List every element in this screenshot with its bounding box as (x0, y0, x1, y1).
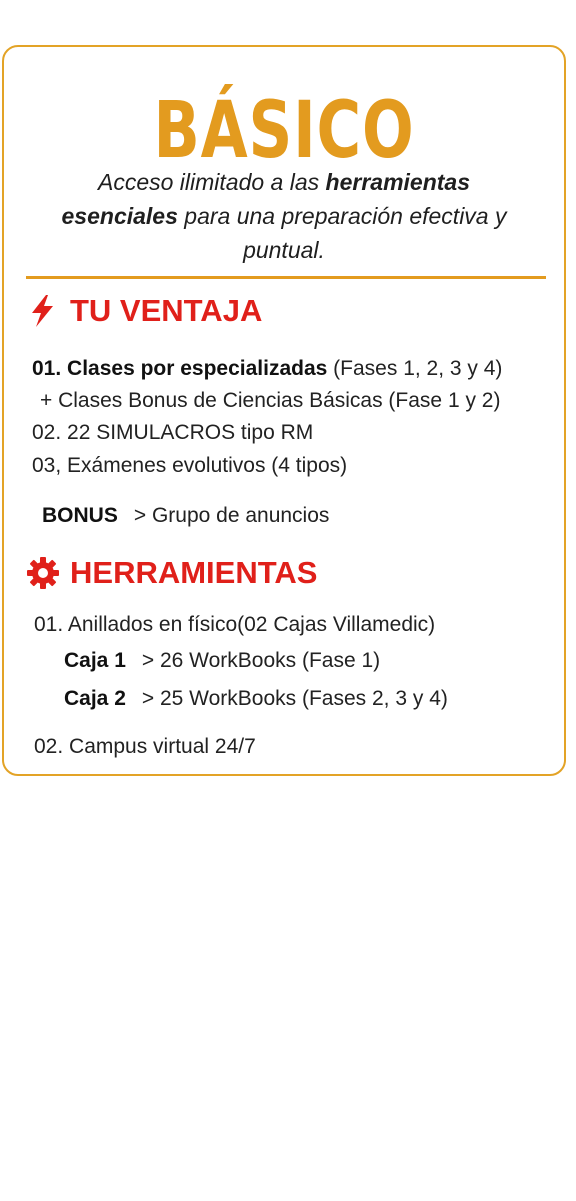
plan-description (44, 165, 524, 267)
bonus-item (42, 502, 329, 530)
section-heading-ventaja (26, 293, 262, 329)
section-heading-herramientas (26, 555, 317, 591)
bonus-text: > Grupo de anuncios (133, 504, 330, 527)
list-item: 02. 22 SIMULACROS tipo RM (32, 421, 314, 444)
plan-card (2, 45, 566, 776)
caja-text: > 25 WorkBooks (Fases 2, 3 y 4) (141, 687, 448, 710)
section-title-herramientas: HERRAMIENTAS (70, 555, 318, 590)
caja-label: Caja 2 (64, 687, 126, 710)
caja-text: > 26 WorkBooks (Fase 1) (141, 649, 381, 672)
intro-text-end: para una preparación efectiva y puntual. (177, 203, 507, 263)
item-label-bold: 01. Clases por especializadas (32, 357, 328, 380)
caja-item (64, 647, 380, 675)
plan-title: BÁSICO (153, 86, 415, 176)
caja-item (64, 685, 448, 713)
lightning-icon (26, 294, 60, 328)
list-item: 02. Campus virtual 24/7 (34, 735, 256, 758)
item-text: (Fases 1, 2, 3 y 4) (327, 357, 503, 380)
intro-text-start: Acceso ilimitado a las (97, 169, 326, 195)
list-item (32, 355, 502, 383)
divider (26, 276, 546, 279)
list-item: 03, Exámenes evolutivos (4 tipos) (32, 454, 348, 477)
gear-icon (26, 556, 60, 590)
intro-text-bold: herramientas esenciales (61, 169, 470, 229)
list-item: 01. Anillados en físico(02 Cajas Villamedic) (34, 613, 436, 636)
list-item-extra: + Clases Bonus de Ciencias Básicas (Fase 1 y 2) (40, 389, 501, 412)
bonus-label: BONUS (42, 504, 118, 527)
caja-label: Caja 1 (64, 649, 126, 672)
section-title-ventaja: TU VENTAJA (70, 293, 263, 328)
